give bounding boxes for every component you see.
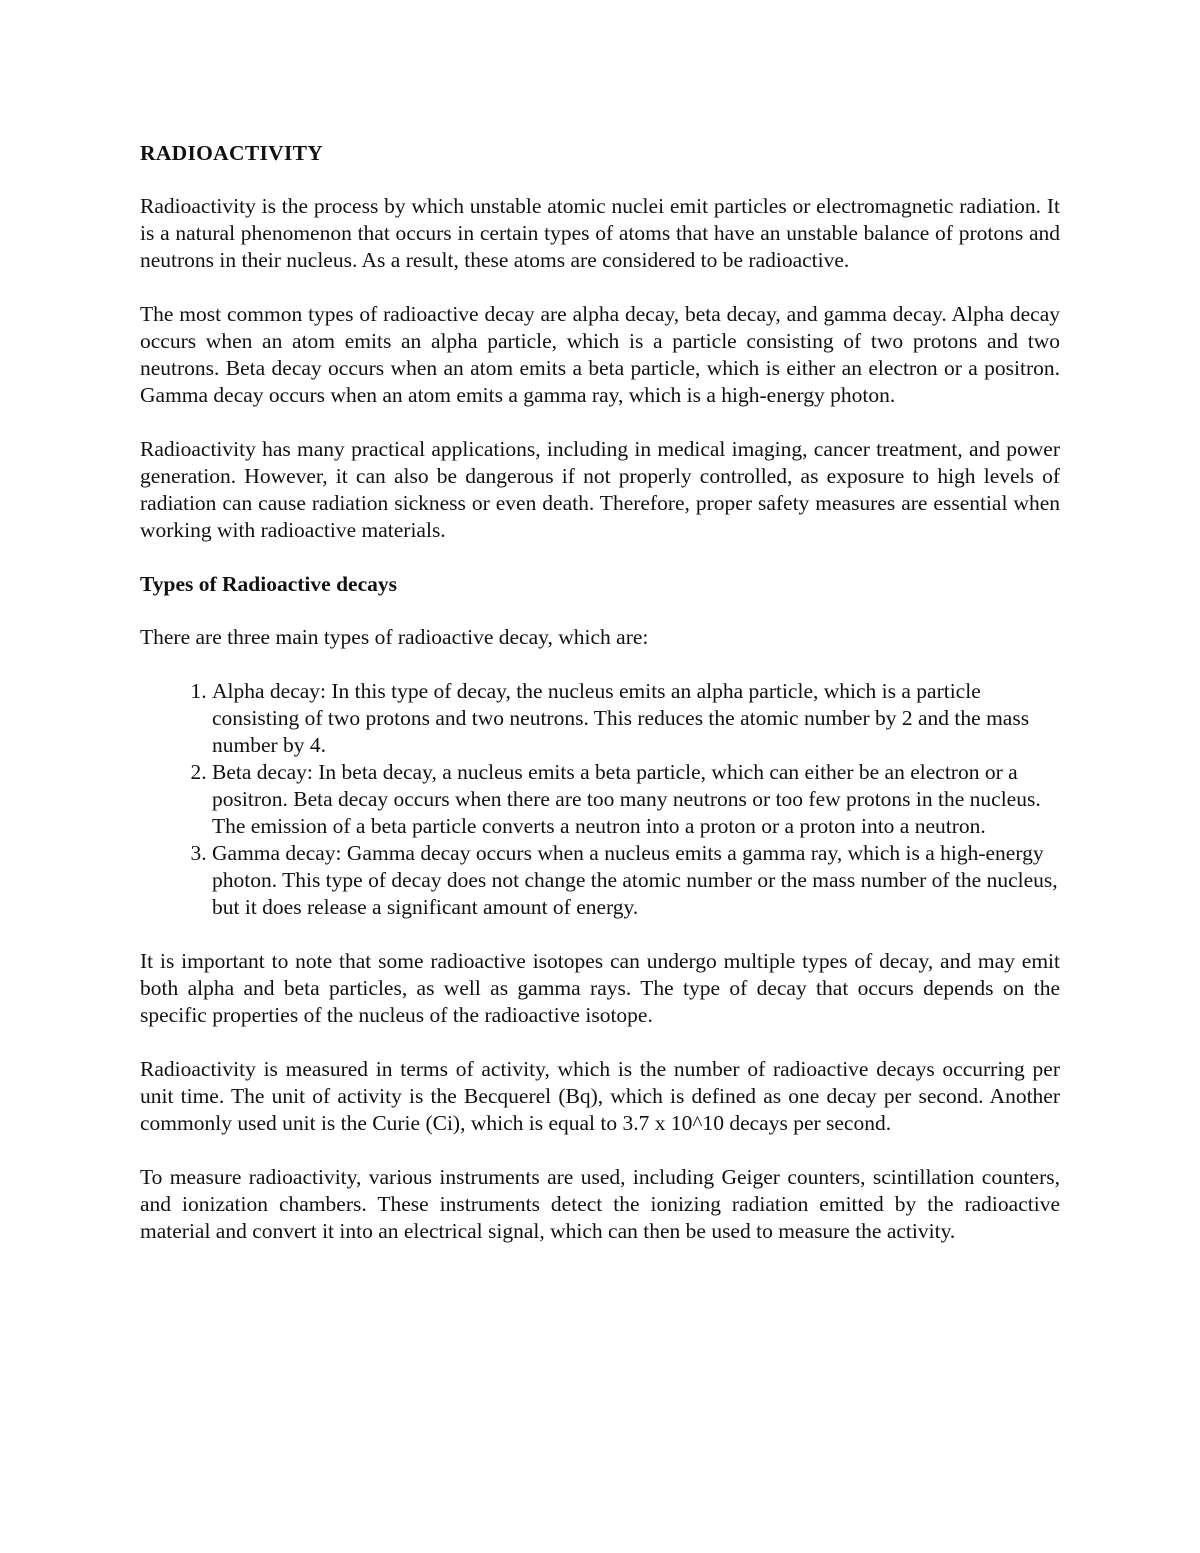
intro-paragraph-1: Radioactivity is the process by which unstable atomic nuclei emit particles or electromagnetic radiation. It is a natural phenomenon that occurs in certain types of atoms that have an unstable balance of protons and neutrons in their nucleus. As a result, these atoms are considered to be radioactive. bbox=[140, 194, 1060, 272]
decay-list bbox=[140, 678, 1060, 921]
section-heading: Types of Radioactive decays bbox=[140, 572, 397, 596]
intro-paragraph-2: The most common types of radioactive decay are alpha decay, beta decay, and gamma decay. Alpha decay occurs when an atom emits an alpha particle, which is a particle consisting of two protons and two neutrons. Beta decay occurs when an atom emits a beta particle, which is either an electron or a positron. Gamma decay occurs when an atom emits a gamma ray, which is a high-energy photon. bbox=[140, 302, 1060, 407]
document-page bbox=[140, 140, 1060, 1272]
list-item-beta: 2. Beta decay: In beta decay, a nucleus emits a beta particle, which can either be an electron or a positron. Beta decay occurs when there are too many neutrons or too few protons in the nucleus. The emission of a beta particle converts a neutron into a proton or a proton into a neutron. bbox=[212, 759, 1060, 840]
intro-paragraph-3: Radioactivity has many practical applications, including in medical imaging, cancer treatment, and power generation. However, it can also be dangerous if not properly controlled, as exposure to high levels of radiation can cause radiation sickness or even death. Therefore, proper safety measures are essential when working with radioactive materials. bbox=[140, 437, 1060, 542]
list-item-alpha: 1. Alpha decay: In this type of decay, the nucleus emits an alpha particle, which is a particle consisting of two protons and two neutrons. This reduces the atomic number by 2 and the mass number by 4. bbox=[212, 678, 1060, 759]
list-item-gamma: 3. Gamma decay: Gamma decay occurs when a nucleus emits a gamma ray, which is a high-energy photon. This type of decay does not change the atomic number or the mass number of the nucleus, but it does release a significant amount of energy. bbox=[212, 840, 1060, 921]
list-intro: There are three main types of radioactive decay, which are: bbox=[140, 625, 649, 649]
document-title: RADIOACTIVITY bbox=[140, 141, 324, 165]
closing-paragraph-3: To measure radioactivity, various instruments are used, including Geiger counters, scintillation counters, and ionization chambers. These instruments detect the ionizing radiation emitted by the radioactive material and convert it into an electrical signal, which can then be used to measure the activity. bbox=[140, 1165, 1060, 1243]
closing-paragraph-2: Radioactivity is measured in terms of activity, which is the number of radioactive decays occurring per unit time. The unit of activity is the Becquerel (Bq), which is defined as one decay per second. Another commonly used unit is the Curie (Ci), which is equal to 3.7 x 10^10 decays per second. bbox=[140, 1057, 1060, 1135]
closing-paragraph-1: It is important to note that some radioactive isotopes can undergo multiple types of decay, and may emit both alpha and beta particles, as well as gamma rays. The type of decay that occurs depends on the specific properties of the nucleus of the radioactive isotope. bbox=[140, 949, 1060, 1027]
